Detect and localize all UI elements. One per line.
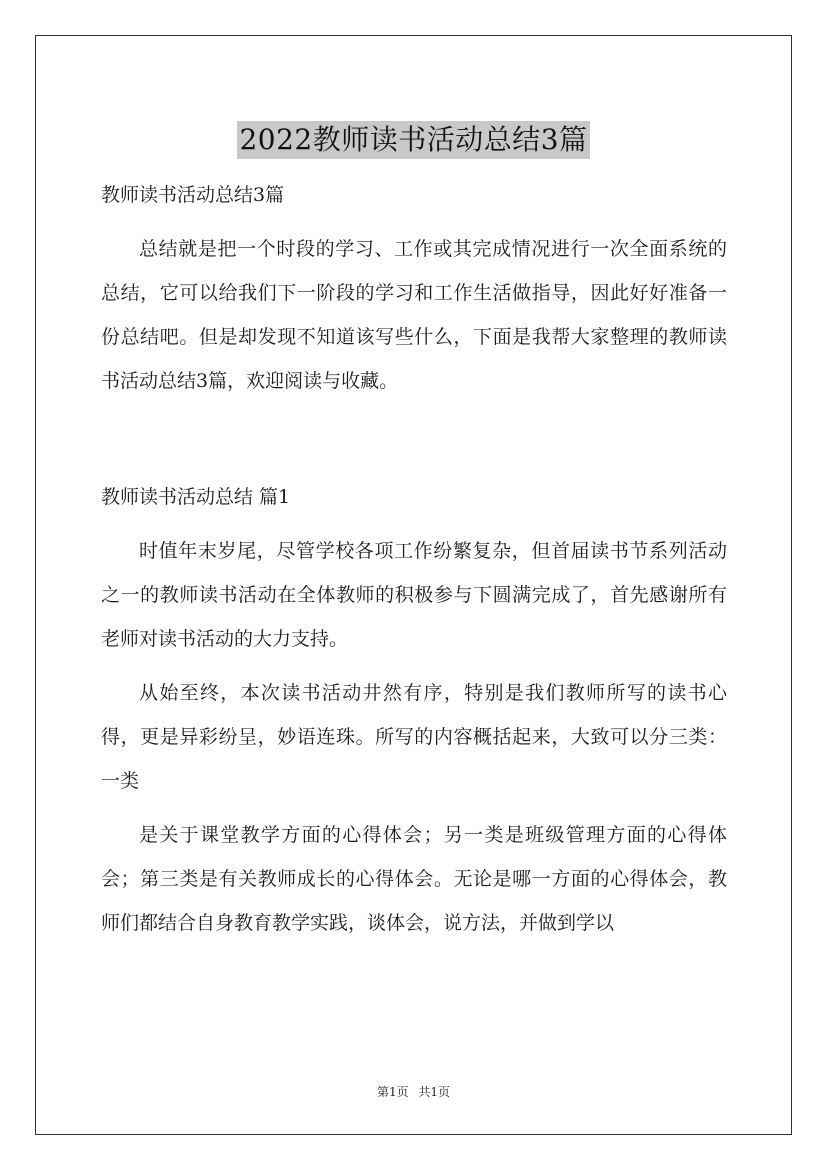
page-footer [0,1083,827,1100]
page-number: 第1页 [376,1085,409,1099]
body-paragraph: 时值年末岁尾，尽管学校各项工作纷繁复杂，但首届读书节系列活动之一的教师读书活动在全体教师的积极参与下圆满完成了，首先感谢所有老师对读书活动的大力支持。 [101,540,727,650]
page-total: 共1页 [418,1085,451,1099]
intro-paragraph: 总结就是把一个时段的学习、工作或其完成情况进行一次全面系统的总结，它可以给我们下一阶段的学习和工作生活做指导，因此好好准备一份总结吧。但是却发现不知道该写些什么，下面是我帮大家整理的教师读书活动总结3篇，欢迎阅读与收藏。 [101,238,727,392]
document-body [101,173,727,945]
document-subtitle: 教师读书活动总结3篇 [101,184,285,206]
body-paragraph: 是关于课堂教学方面的心得体会；另一类是班级管理方面的心得体会；第三类是有关教师成长的心得体会。无论是哪一方面的心得体会，教师们都结合自身教育教学实践，谈体会，说方法，并做到学以 [101,824,727,934]
section-heading: 教师读书活动总结 篇1 [101,486,291,508]
title-container [0,102,827,178]
body-paragraph: 从始至终，本次读书活动井然有序，特别是我们教师所写的读书心得，更是异彩纷呈，妙语连珠。所写的内容概括起来，大致可以分三类：一类 [101,682,727,792]
document-title: 2022教师读书活动总结3篇 [237,121,589,159]
